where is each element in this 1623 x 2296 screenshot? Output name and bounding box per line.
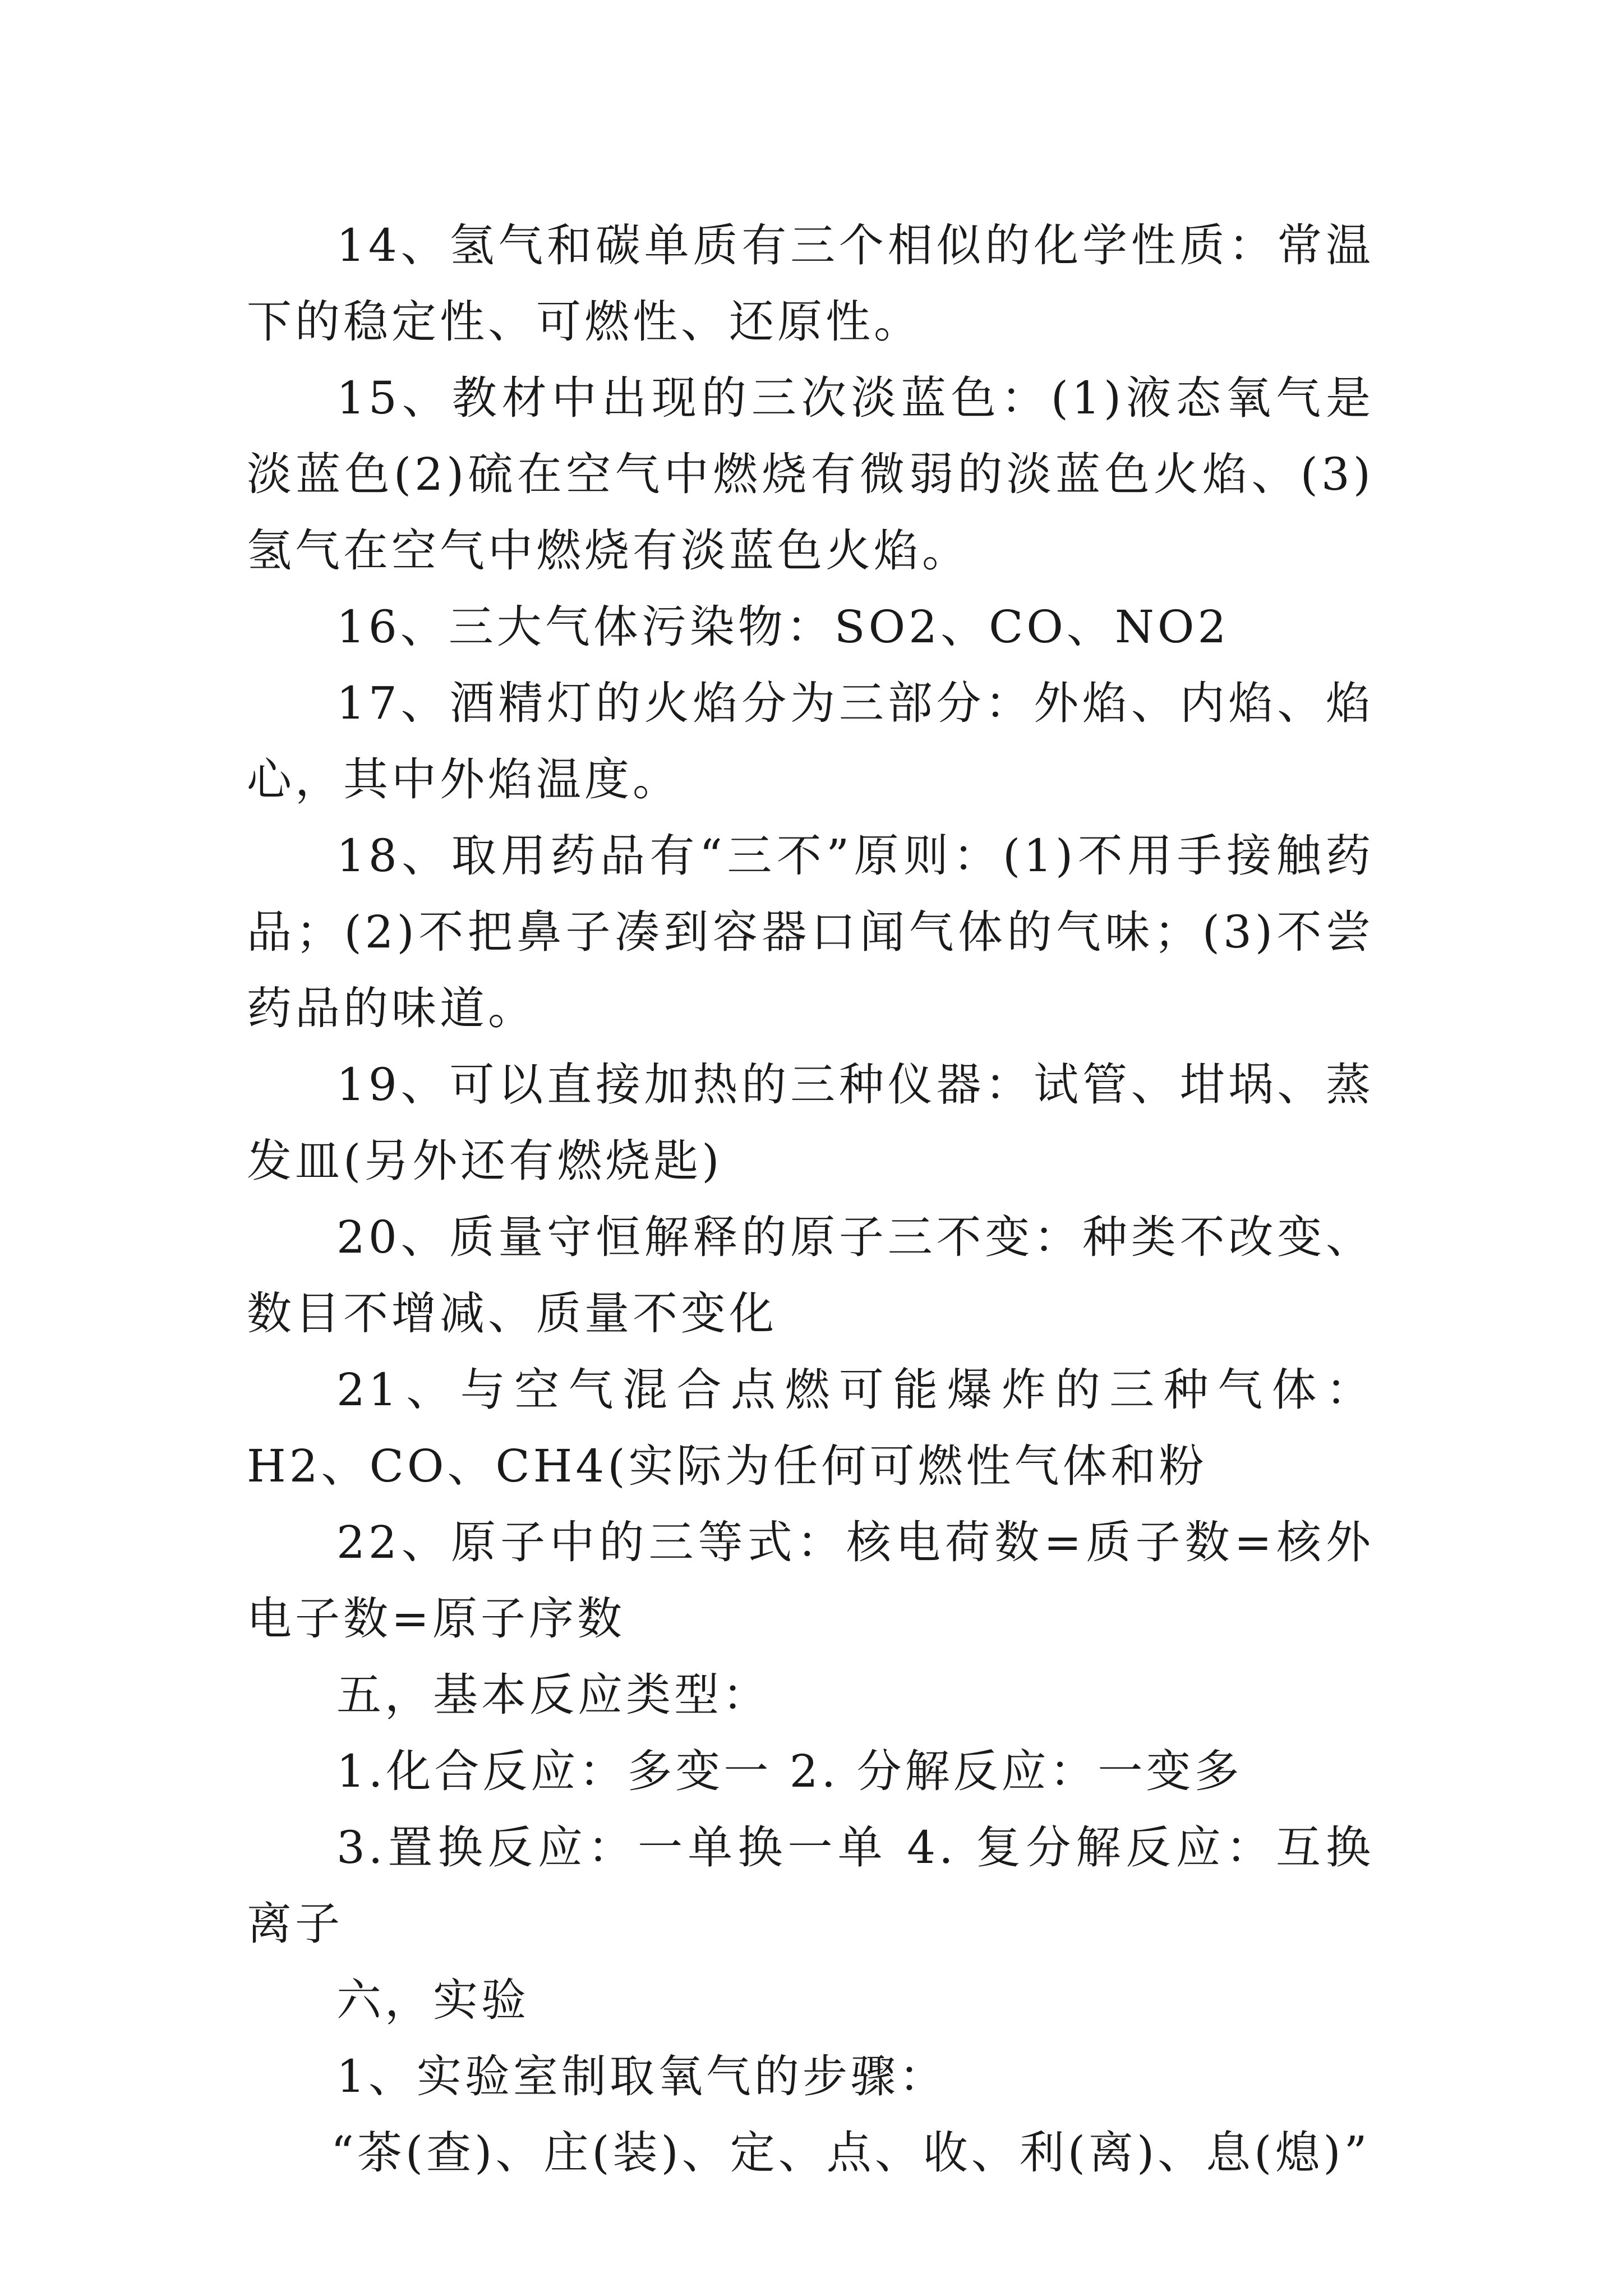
document-body	[247, 208, 1374, 2191]
paragraph-19-direct-heating-instruments: 19、可以直接加热的三种仪器：试管、坩埚、蒸发皿(另外还有燃烧匙)	[247, 1059, 1374, 1187]
paragraph-21-explosive-gases: 21、与空气混合点燃可能爆炸的三种气体：H2、CO、CH4(实际为任何可燃性气体和粉	[247, 1364, 1374, 1492]
section-heading-reaction-types: 五，基本反应类型：	[336, 1669, 771, 1721]
paragraph-20-mass-conservation: 20、质量守恒解释的原子三不变：种类不改变、数目不增减、质量不变化	[247, 1211, 1374, 1340]
experiment-oxygen-steps-mnemonic: “茶(查)、庄(装)、定、点、收、利(离)、息(熄)”	[331, 2127, 1371, 2179]
reaction-types-line-2: 3.置换反应：一单换一单 4. 复分解反应：互换离子	[247, 1821, 1374, 1950]
experiment-oxygen-steps-title: 1、实验室制取氧气的步骤：	[336, 2050, 947, 2102]
paragraph-14-hydrogen-carbon-properties: 14、氢气和碳单质有三个相似的化学性质：常温下的稳定性、可燃性、还原性。	[247, 219, 1374, 348]
paragraph-22-atomic-equalities: 22、原子中的三等式：核电荷数=质子数=核外电子数=原子序数	[247, 1516, 1374, 1645]
paragraph-15-light-blue-occurrences: 15、教材中出现的三次淡蓝色：(1)液态氧气是淡蓝色(2)硫在空气中燃烧有微弱的淡蓝色火焰、(3)氢气在空气中燃烧有淡蓝色火焰。	[247, 372, 1374, 577]
reaction-types-line-1: 1.化合反应：多变一 2. 分解反应：一变多	[336, 1745, 1243, 1797]
section-heading-experiments: 六，实验	[336, 1974, 529, 2026]
paragraph-17-alcohol-lamp-flame: 17、酒精灯的火焰分为三部分：外焰、内焰、焰心，其中外焰温度。	[247, 677, 1374, 806]
paragraph-16-air-pollutants: 16、三大气体污染物：SO2、CO、NO2	[336, 601, 1230, 653]
paragraph-18-reagent-rules: 18、取用药品有“三不”原则：(1)不用手接触药品；(2)不把鼻子凑到容器口闻气体的气味；(3)不尝药品的味道。	[247, 830, 1374, 1034]
